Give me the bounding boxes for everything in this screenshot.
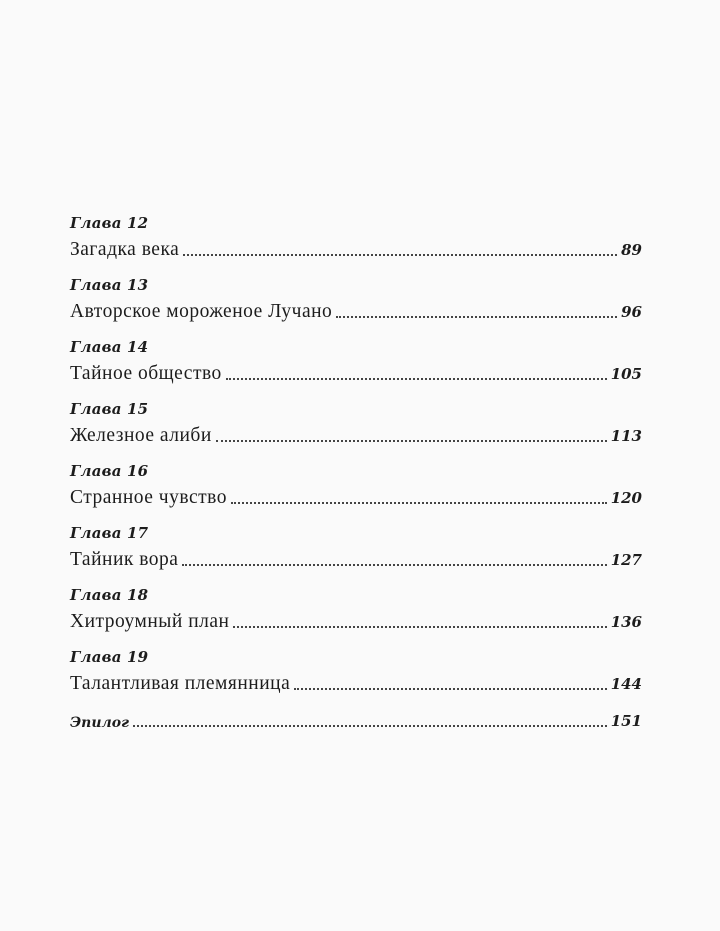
- toc-line: [70, 481, 642, 511]
- toc-entry-chapter-13: [70, 276, 642, 325]
- page-number: 151: [610, 712, 642, 730]
- page-number: 113: [610, 427, 642, 445]
- page-number: 144: [610, 675, 642, 693]
- toc-entry-chapter-12: [70, 214, 642, 263]
- dot-leader: [183, 253, 617, 256]
- chapter-title: Железное алиби: [70, 425, 212, 446]
- chapter-label: Глава 13: [70, 276, 149, 294]
- chapter-title: Тайное общество: [70, 363, 222, 384]
- dot-leader: [231, 501, 607, 504]
- toc-line: [70, 710, 642, 734]
- chapter-title: Хитроумный план: [70, 611, 230, 632]
- chapter-label: Глава 12: [70, 214, 149, 232]
- chapter-label: Глава 15: [70, 400, 149, 418]
- dot-leader: [226, 377, 607, 380]
- toc-entry-chapter-19: [70, 648, 642, 697]
- toc-entry-chapter-15: [70, 400, 642, 449]
- toc-entry-chapter-18: [70, 586, 642, 635]
- toc-line: [70, 419, 642, 449]
- chapter-label: Глава 17: [70, 524, 149, 542]
- toc-entry-chapter-16: [70, 462, 642, 511]
- chapter-label: Глава 16: [70, 462, 149, 480]
- dot-leader: [336, 315, 617, 318]
- toc-line: [70, 605, 642, 635]
- dot-leader: [233, 625, 606, 628]
- page-number: 136: [610, 613, 642, 631]
- chapter-label: Глава 14: [70, 338, 149, 356]
- page-number: 105: [610, 365, 642, 383]
- toc-entry-chapter-14: [70, 338, 642, 387]
- chapter-label: Глава 19: [70, 648, 149, 666]
- page-number: 89: [621, 241, 642, 259]
- dot-leader: [133, 724, 607, 727]
- chapter-title: Талантливая племянница: [70, 673, 291, 694]
- toc-line: [70, 295, 642, 325]
- chapter-title: Странное чувство: [70, 487, 227, 508]
- chapter-title: Авторское мороженое Лучано: [70, 301, 333, 322]
- page-number: 120: [610, 489, 642, 507]
- table-of-contents: [70, 214, 642, 747]
- toc-line: [70, 357, 642, 387]
- chapter-title: Тайник вора: [70, 549, 179, 570]
- toc-line: [70, 233, 642, 263]
- page-number: 127: [610, 551, 642, 569]
- dot-leader: [294, 687, 606, 690]
- toc-entry-epilogue: [70, 710, 642, 734]
- chapter-label: Глава 18: [70, 586, 149, 604]
- toc-entry-chapter-17: [70, 524, 642, 573]
- page-number: 96: [621, 303, 642, 321]
- dot-leader: [182, 563, 606, 566]
- dot-leader: [216, 439, 607, 442]
- toc-line: [70, 543, 642, 573]
- epilogue-title: Эпилог: [70, 715, 129, 731]
- toc-line: [70, 667, 642, 697]
- chapter-title: Загадка века: [70, 239, 180, 260]
